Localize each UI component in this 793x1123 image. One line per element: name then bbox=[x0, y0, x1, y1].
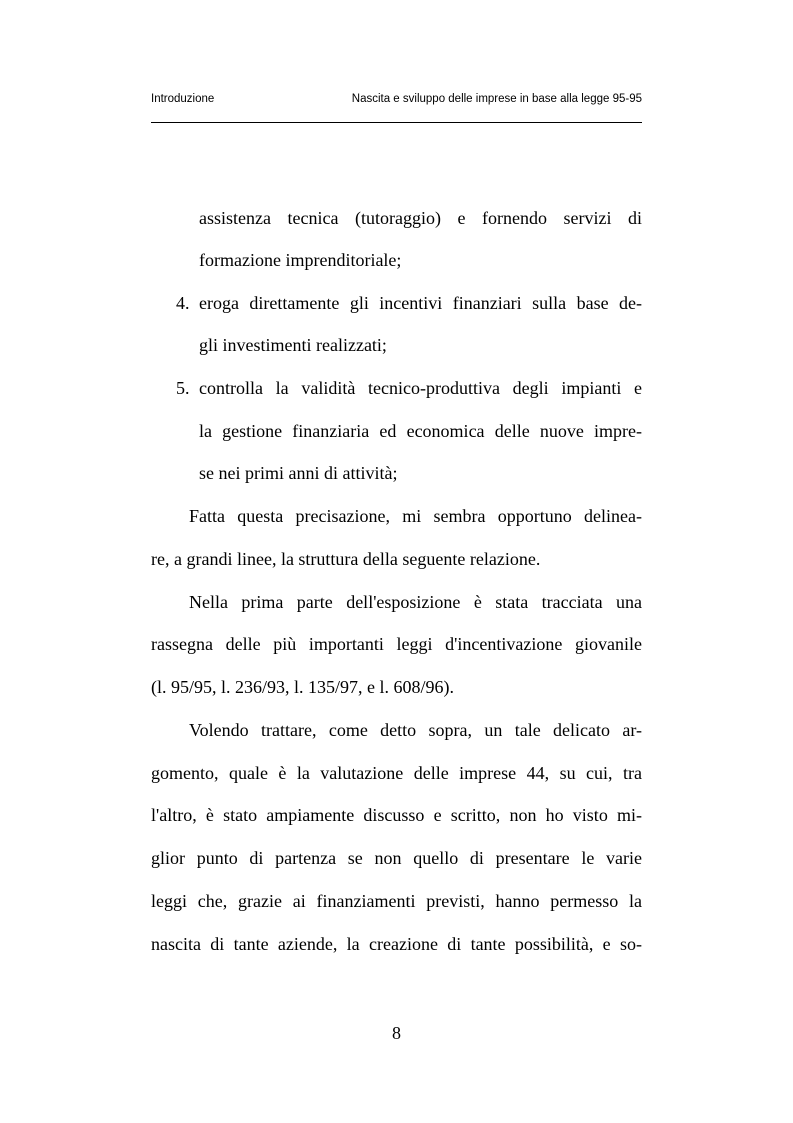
list-continuation-line: assistenza tecnica (tutoraggio) e fornendo servizi di bbox=[199, 208, 642, 228]
header-section-title: Introduzione bbox=[151, 93, 215, 105]
list-continuation-line: formazione imprenditoriale; bbox=[199, 250, 402, 270]
paragraph-line: glior punto di partenza se non quello di presentare le varie bbox=[151, 848, 642, 868]
list-item-number: 5. bbox=[176, 378, 190, 398]
list-item-line: eroga direttamente gli incentivi finanziari sulla base de- bbox=[199, 293, 642, 313]
paragraph-line: Volendo trattare, come detto sopra, un tale delicato ar- bbox=[189, 720, 642, 740]
list-item-line: se nei primi anni di attività; bbox=[199, 463, 398, 483]
paragraph-line: re, a grandi linee, la struttura della seguente relazione. bbox=[151, 549, 541, 569]
paragraph-line: gomento, quale è la valutazione delle imprese 44, su cui, tra bbox=[151, 763, 642, 783]
list-item-number: 4. bbox=[176, 293, 190, 313]
page-header bbox=[151, 93, 642, 111]
page-number: 8 bbox=[392, 1023, 401, 1043]
paragraph-line: Nella prima parte dell'esposizione è stata tracciata una bbox=[189, 592, 642, 612]
header-rule bbox=[151, 122, 642, 123]
paragraph-line: l'altro, è stato ampiamente discusso e scritto, non ho visto mi- bbox=[151, 805, 642, 825]
paragraph-line: leggi che, grazie ai finanziamenti previsti, hanno permesso la bbox=[151, 891, 642, 911]
header-document-title: Nascita e sviluppo delle imprese in base alla legge 95-95 bbox=[351, 93, 642, 105]
list-item-line: gli investimenti realizzati; bbox=[199, 335, 387, 355]
paragraph-line: Fatta questa precisazione, mi sembra opportuno delinea- bbox=[189, 506, 642, 526]
paragraph-line: nascita di tante aziende, la creazione di tante possibilità, e so- bbox=[151, 934, 642, 954]
paragraph-line: rassegna delle più importanti leggi d'incentivazione giovanile bbox=[151, 634, 642, 654]
list-item-line: la gestione finanziaria ed economica delle nuove impre- bbox=[199, 421, 642, 441]
paragraph-line: (l. 95/95, l. 236/93, l. 135/97, e l. 608/96). bbox=[151, 677, 454, 697]
list-item-line: controlla la validità tecnico-produttiva degli impianti e bbox=[199, 378, 642, 398]
